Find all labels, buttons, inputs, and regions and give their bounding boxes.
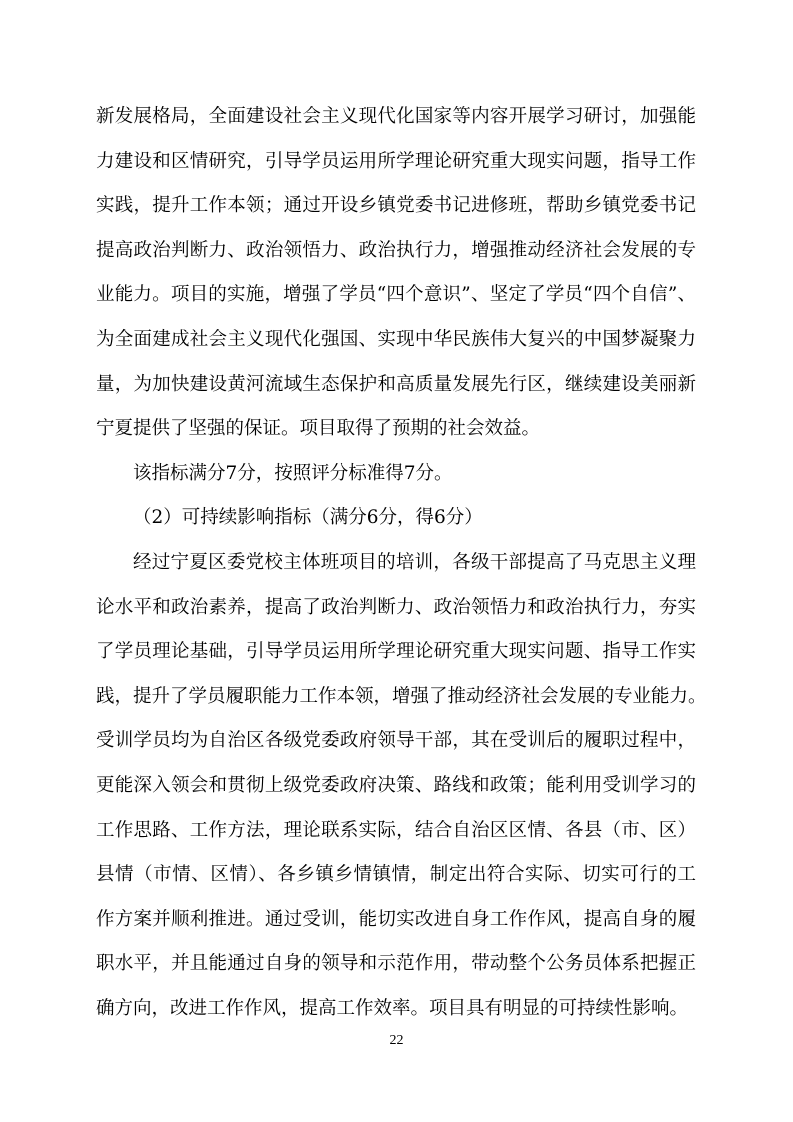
text-line: 了学员理论基础，引导学员运用所学理论研究重大现实问题、指导工作实 <box>96 641 696 663</box>
text-line: 量，为加快建设黄河流域生态保护和高质量发展先行区，继续建设美丽新 <box>96 373 696 395</box>
text-line: 宁夏提供了坚强的保证。项目取得了预期的社会效益。 <box>96 418 541 440</box>
text-line: 受训学员均为自治区各级党委政府领导干部，其在受训后的履职过程中， <box>96 730 696 752</box>
text-line: 新发展格局，全面建设社会主义现代化国家等内容开展学习研讨，加强能 <box>96 106 696 127</box>
document-body <box>96 95 707 1031</box>
text-line: 提高政治判断力、政治领悟力、政治执行力，增强推动经济社会发展的专 <box>96 239 696 261</box>
text-line: 力建设和区情研究，引导学员运用所学理论研究重大现实问题，指导工作 <box>96 150 696 172</box>
text-line: 实践，提升工作本领；通过开设乡镇党委书记进修班，帮助乡镇党委书记 <box>96 195 696 217</box>
text-line: 县情（市情、区情）、各乡镇乡情镇情，制定出符合实际、切实可行的工 <box>96 864 696 886</box>
page-number: 22 <box>389 1033 404 1048</box>
text-line: 论水平和政治素养，提高了政治判断力、政治领悟力和政治执行力，夯实 <box>96 596 696 618</box>
text-line: 更能深入领会和贯彻上级党委政府决策、路线和政策；能利用受训学习的 <box>96 774 696 796</box>
text-line: 为全面建成社会主义现代化强国、实现中华民族伟大复兴的中国梦凝聚力 <box>96 328 696 350</box>
text-line: 业能力。项目的实施，增强了学员“四个意识”、坚定了学员“四个自信”、 <box>96 284 696 306</box>
section-heading: （2）可持续影响指标（满分6分，得6分） <box>133 507 483 529</box>
text-line: 践，提升了学员履职能力工作本领，增强了推动经济社会发展的专业能力。 <box>96 685 707 707</box>
text-line: 职水平，并且能通过自身的领导和示范作用，带动整个公务员体系把握正 <box>96 953 696 975</box>
text-line: 经过宁夏区委党校主体班项目的培训，各级干部提高了马克思主义理 <box>133 551 696 573</box>
text-line: 作方案并顺利推进。通过受训，能切实改进自身工作作风，提高自身的履 <box>96 908 696 930</box>
score-statement: 该指标满分7分，按照评分标准得7分。 <box>133 462 453 484</box>
text-line: 工作思路、工作方法，理论联系实际，结合自治区区情、各县（市、区） <box>96 819 696 841</box>
text-line: 确方向，改进工作作风，提高工作效率。项目具有明显的可持续性影响。 <box>96 997 689 1019</box>
